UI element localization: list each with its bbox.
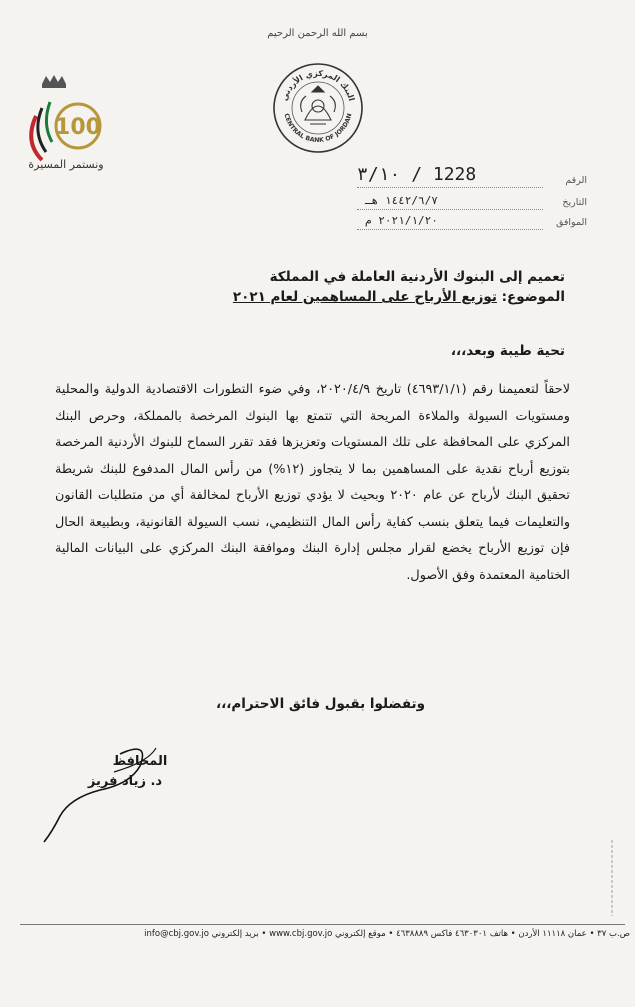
ref-label: الرقم: [565, 175, 587, 186]
closing-line: وتفضلوا بقبول فائق الاحترام،،،: [215, 696, 425, 712]
gregorian-date-value: ٢٠٢١/١/٢٠ م: [365, 214, 438, 227]
logo-100-number: 100: [55, 115, 101, 140]
letter-heading: تعميم إلى البنوك الأردنية العاملة في المملكة: [269, 269, 565, 285]
footer-divider: [20, 924, 625, 925]
margin-mark: [604, 838, 620, 918]
hijri-date-label: التاريخ: [562, 197, 587, 208]
crown-icon: [42, 75, 66, 88]
signatory-title: المحافظ: [112, 754, 168, 769]
logo-caption: ونستمر المسيرة: [28, 158, 104, 171]
letter-subject: [65, 288, 565, 307]
hijri-date-value: ١٤٤٢/٦/٧ هـ: [365, 194, 438, 207]
basmala: بسم الله الرحمن الرحيم: [267, 28, 368, 39]
greeting: تحية طيبة وبعد،،،: [450, 343, 565, 359]
footer-contact: ص.ب ٣٧ • عمان ١١١١٨ الأردن • هاتف ٤٦٣٠٣٠١ فاكس ٤٦٣٨٨٨٩ • موقع إلكتروني www.cbj.gov.jo • بريد إلكتروني info@cbj.gov.jo: [144, 929, 630, 939]
ref-value: 1228 / ٣/١٠: [357, 164, 477, 185]
subject-value: توزيع الأرباح على المساهمين لعام ٢٠٢١: [232, 289, 497, 305]
hijri-date-field: [357, 194, 587, 212]
seal-name-ar: البنك المركزي الأردني: [279, 68, 357, 102]
letter-body: لاحقاً لتعميمنا رقم (٤٦٩٣/١/١) تاريخ ٢٠٢٠/٤/٩، وفي ضوء التطورات الاقتصادية الدولية والمحلية ومستويات السيولة والملاءة المريحة التي تتمتع بها البنوك المرخصة بالمملكة، وحرص البنك المركزي على المحافظة على تلك المستويات وتعزيزها فقد تقرر السماح للبنوك الأردنية المرخصة بتوزيع أرباح نقدية على المساهمين بما لا يتجاوز (١٢%) من رأس المال المدفوع للبنك شريطة تحقيق البنك لأرباح عن عام ٢٠٢٠ وبحيث لا يؤدي توزيع الأرباح لمخالفة أي من متطلبات القانون والتعليمات فيما يتعلق بنسب كفاية رأس المال التنظيمي، نسب السيولة القانونية، وبطبيعة الحال فإن توزيع الأرباح يخضع لقرار مجلس إدارة البنك وموافقة البنك المركزي على البيانات المالية الختامية المعتمدة وفق الأصول.: [55, 382, 570, 583]
gregorian-date-label: الموافق: [555, 217, 587, 228]
signatory-name: د. زياد فريز: [87, 774, 163, 789]
coat-of-arms-icon: [301, 86, 336, 124]
central-bank-seal: [272, 62, 364, 154]
ref-number-field: [357, 164, 587, 190]
seal-name-en: CENTRAL BANK OF JORDAN: [282, 112, 354, 145]
gregorian-date-field: [357, 214, 587, 232]
svg-text:CENTRAL BANK OF JORDAN: [283, 113, 354, 144]
subject-label: الموضوع:: [501, 289, 565, 305]
handwritten-signature: [30, 736, 190, 846]
